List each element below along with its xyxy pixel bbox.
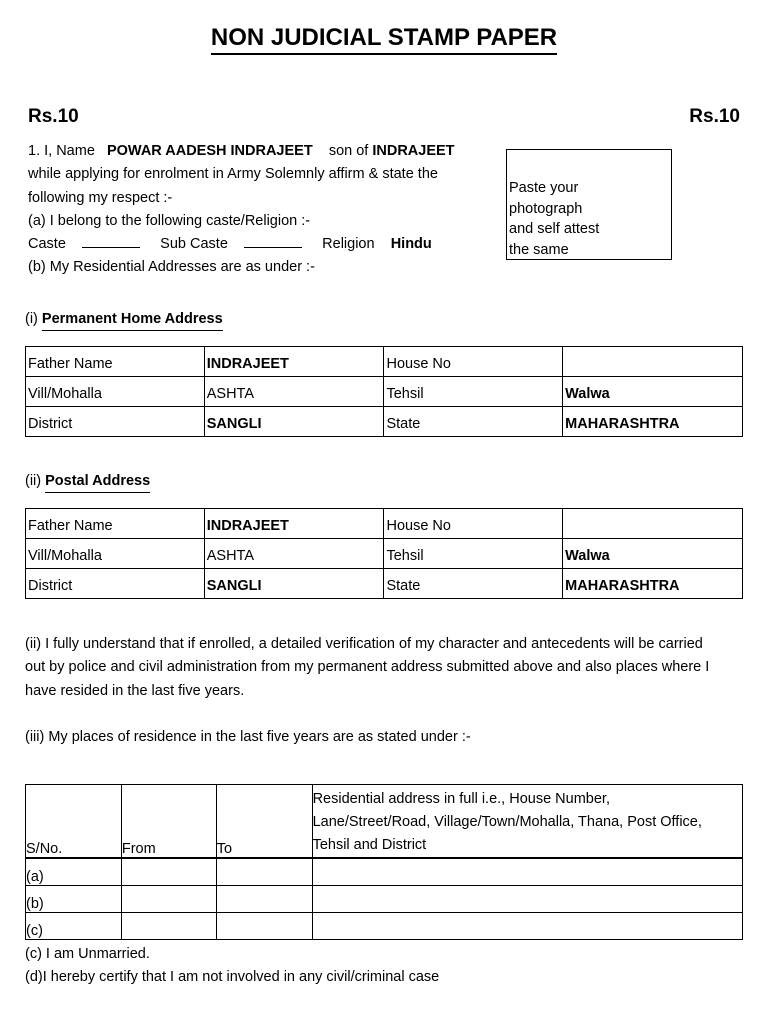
table-cell: MAHARASHTRA [563, 569, 743, 599]
table-cell [121, 886, 216, 913]
marital-status-line: (c) I am Unmarried. [25, 946, 150, 962]
postal-address-table [25, 508, 743, 599]
table-cell: SANGLI [204, 569, 384, 599]
table-row [26, 509, 743, 539]
photo-box-line: photograph [509, 200, 583, 217]
table-cell: Father Name [26, 509, 205, 539]
header-line: Tehsil and District [312, 837, 427, 853]
table-cell: Walwa [563, 377, 743, 407]
table-row [26, 347, 743, 377]
table-cell: ASHTA [204, 539, 384, 569]
caste-label: Caste [28, 236, 66, 253]
father-name: INDRAJEET [372, 143, 455, 159]
photo-box-line: the same [509, 241, 569, 258]
stamp-value-right: Rs.10 [689, 106, 740, 127]
table-cell: Vill/Mohalla [26, 377, 205, 407]
stamp-value-left: Rs.10 [28, 106, 79, 127]
table-cell [216, 858, 312, 886]
table-cell [216, 886, 312, 913]
verification-paragraph [25, 633, 709, 703]
residence-paragraph: (iii) My places of residence in the last five years are as stated under :- [25, 729, 471, 745]
table-cell: State [384, 407, 563, 437]
paragraph-line: have resided in the last five years. [25, 682, 245, 699]
header-line: Lane/Street/Road, Village/Town/Mohalla, Thana, Post Office, [312, 814, 702, 830]
declaration-line-3: following my respect :- [28, 189, 173, 206]
table-cell: District [26, 569, 205, 599]
subcaste-blank [244, 235, 302, 248]
subcaste-label: Sub Caste [160, 236, 228, 253]
religion-value: Hindu [390, 236, 432, 253]
table-cell [216, 913, 312, 940]
header-from: From [121, 785, 216, 859]
table-cell: INDRAJEET [204, 509, 384, 539]
table-row [26, 407, 743, 437]
row-label: (c) [26, 913, 122, 940]
photo-box [506, 149, 672, 260]
table-row [26, 569, 743, 599]
row-label: (b) [26, 886, 122, 913]
table-row [26, 913, 743, 940]
table-cell: Tehsil [384, 377, 563, 407]
closing-lines [25, 943, 439, 990]
table-cell: MAHARASHTRA [563, 407, 743, 437]
name-label: 1. I, Name [28, 143, 95, 159]
title-text: NON JUDICIAL STAMP PAPER [211, 24, 557, 55]
declaration-line-4: (a) I belong to the following caste/Religion :- [28, 212, 311, 229]
header-to: To [216, 785, 312, 859]
table-cell [312, 858, 742, 886]
section-prefix: (ii) [25, 473, 42, 489]
section-label: Permanent Home Address [42, 311, 223, 331]
photo-box-line: and self attest [509, 221, 600, 237]
table-cell [121, 858, 216, 886]
document-title [0, 24, 768, 52]
table-cell: House No [384, 509, 563, 539]
header-line: Residential address in full i.e., House Number, [312, 791, 610, 807]
paragraph-line: (ii) I fully understand that if enrolled, a detailed verification of my character and antecedents will be carried [25, 636, 703, 652]
table-header-row [26, 785, 743, 859]
postal-address-heading [25, 473, 150, 489]
son-of-label: son of [328, 143, 369, 159]
table-row [26, 886, 743, 913]
photo-box-line: Paste your [509, 180, 579, 196]
caste-line [28, 233, 455, 256]
table-cell [563, 509, 743, 539]
declaration-line-1 [28, 140, 455, 163]
table-cell: Father Name [26, 347, 205, 377]
declaration-line-2: while applying for enrolment in Army Solemnly affirm & state the [28, 166, 438, 183]
row-label: (a) [26, 858, 122, 886]
header-sno: S/No. [26, 785, 122, 859]
table-cell: Walwa [563, 539, 743, 569]
table-cell: House No [384, 347, 563, 377]
table-cell: INDRAJEET [204, 347, 384, 377]
permanent-address-table [25, 346, 743, 437]
table-cell [312, 886, 742, 913]
paragraph-line: out by police and civil administration from my permanent address submitted above and also places where I [25, 659, 710, 676]
table-row [26, 858, 743, 886]
table-cell: SANGLI [204, 407, 384, 437]
table-cell: Tehsil [384, 539, 563, 569]
declaration-block [28, 140, 455, 280]
table-row [26, 539, 743, 569]
declaration-line-6: (b) My Residential Addresses are as under :- [28, 259, 315, 276]
table-cell: State [384, 569, 563, 599]
caste-blank [82, 235, 140, 248]
section-label: Postal Address [45, 473, 150, 493]
table-cell: District [26, 407, 205, 437]
religion-label: Religion [322, 236, 375, 253]
table-row [26, 377, 743, 407]
table-cell [121, 913, 216, 940]
permanent-address-heading [25, 311, 223, 327]
table-cell: Vill/Mohalla [26, 539, 205, 569]
section-prefix: (i) [25, 311, 38, 327]
table-cell [563, 347, 743, 377]
table-cell: ASHTA [204, 377, 384, 407]
header-address [312, 785, 742, 859]
applicant-name: POWAR AADESH INDRAJEET [106, 143, 313, 159]
residence-table [25, 784, 743, 940]
criminal-case-line: (d)I hereby certify that I am not involved in any civil/criminal case [25, 969, 440, 986]
table-cell [312, 913, 742, 940]
